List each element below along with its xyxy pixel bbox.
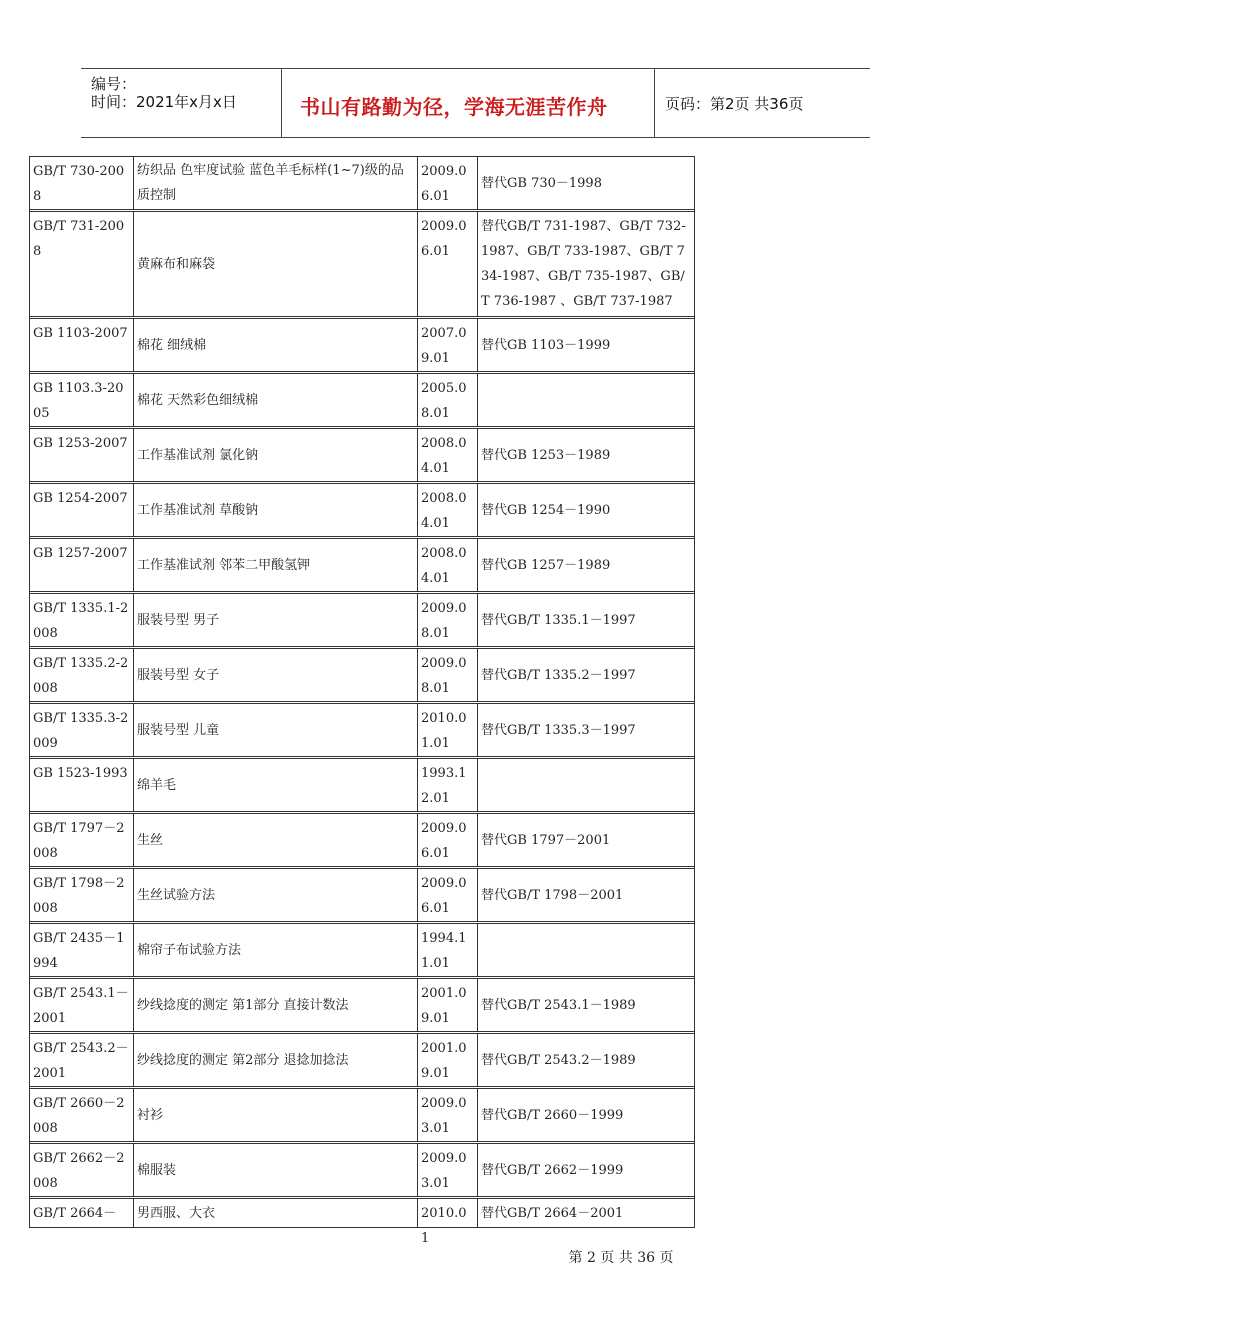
standards-table (29, 156, 695, 1246)
doc-id-label: 编号： (91, 75, 137, 93)
standard-code-cell-text: GB 1523-1993 (33, 766, 128, 781)
effective-date-cell-text: 2009.03.01 (421, 1096, 467, 1136)
standard-code-cell-text: GB/T 2543.1－2001 (33, 986, 129, 1026)
standard-code-cell-text: GB 1253-2007 (33, 436, 128, 451)
standard-name-cell-text: 工作基准试剂 邻苯二甲酸氢钾 (137, 557, 311, 573)
table-row (30, 814, 694, 869)
standard-code-cell-text: GB/T 1335.3-2009 (33, 711, 129, 751)
standard-code-cell (30, 979, 134, 1031)
standard-code-cell (30, 429, 134, 481)
table-row (30, 1199, 694, 1246)
standard-code-cell (30, 1144, 134, 1196)
replaces-cell (478, 649, 694, 701)
standard-name-cell (134, 319, 418, 371)
effective-date-cell-text: 2008.04.01 (421, 491, 467, 531)
table-row (30, 319, 694, 374)
effective-date-cell (418, 374, 478, 426)
table-row (30, 212, 694, 319)
table-row (30, 1089, 694, 1144)
replaces-cell (478, 539, 694, 591)
effective-date-cell (418, 704, 478, 756)
standard-code-cell (30, 1089, 134, 1141)
replaces-cell-text: 替代GB 1797－2001 (481, 832, 611, 848)
effective-date-cell (418, 429, 478, 481)
standard-code-cell (30, 157, 134, 209)
replaces-cell-text: 替代GB/T 2543.1－1989 (481, 997, 636, 1013)
table-row (30, 704, 694, 759)
table-row (30, 157, 694, 212)
effective-date-cell (418, 1034, 478, 1086)
standard-name-cell (134, 704, 418, 756)
standard-name-cell (134, 759, 418, 811)
standard-code-cell (30, 1034, 134, 1086)
standard-name-cell-text: 黄麻布和麻袋 (137, 256, 216, 272)
effective-date-cell (418, 484, 478, 536)
table-row (30, 484, 694, 539)
replaces-cell-text: 替代GB/T 2662－1999 (481, 1162, 624, 1178)
replaces-cell (478, 157, 694, 209)
effective-date-cell (418, 319, 478, 371)
replaces-cell-text: 替代GB/T 2543.2－1989 (481, 1052, 636, 1068)
standard-name-cell (134, 212, 418, 316)
standard-code-cell (30, 484, 134, 536)
standard-name-cell (134, 157, 418, 209)
effective-date-cell-text: 2009.03.01 (421, 1151, 467, 1191)
standard-name-cell-text: 绵羊毛 (137, 777, 177, 793)
effective-date-cell-text: 2008.04.01 (421, 436, 467, 476)
replaces-cell-text: 替代GB/T 2660－1999 (481, 1107, 624, 1123)
page-footer: 第 2 页 共 36 页 (568, 1250, 674, 1266)
replaces-cell-text: 替代GB/T 731-1987、GB/T 732-1987、GB/T 733-1987、GB/T 734-1987、GB/T 735-1987、GB/T 736-1987 、GB/T 737-1987 (481, 219, 686, 309)
standard-name-cell-text: 棉帘子布试验方法 (137, 942, 242, 958)
effective-date-cell (418, 1199, 478, 1246)
standard-code-cell-text: GB/T 1335.2-2008 (33, 656, 129, 696)
replaces-cell (478, 704, 694, 756)
standard-code-cell (30, 924, 134, 976)
replaces-cell-text: 替代GB/T 1335.3－1997 (481, 722, 636, 738)
standard-name-cell-text: 纺织品 色牢度试验 蓝色羊毛标样(1~7)级的品质控制 (137, 163, 404, 203)
standard-code-cell-text: GB/T 731-2008 (33, 219, 125, 259)
effective-date-cell-text: 2010.01.01 (421, 711, 467, 751)
standard-name-cell-text: 生丝 (137, 832, 164, 848)
effective-date-cell (418, 157, 478, 209)
standard-code-cell-text: GB 1254-2007 (33, 491, 128, 506)
standard-name-cell-text: 工作基准试剂 草酸钠 (137, 502, 259, 518)
standard-code-cell (30, 814, 134, 866)
standard-name-cell (134, 374, 418, 426)
standard-code-cell-text: GB/T 2435－1994 (33, 931, 125, 971)
standard-name-cell (134, 649, 418, 701)
standard-code-cell-text: GB/T 2543.2－2001 (33, 1041, 129, 1081)
effective-date-cell-text: 2009.06.01 (421, 876, 467, 916)
effective-date-cell-text: 2005.08.01 (421, 381, 467, 421)
standard-code-cell (30, 759, 134, 811)
effective-date-cell-text: 2009.08.01 (421, 601, 467, 641)
effective-date-cell-text: 2001.09.01 (421, 1041, 467, 1081)
standard-name-cell (134, 1034, 418, 1086)
effective-date-cell (418, 814, 478, 866)
effective-date-cell (418, 979, 478, 1031)
effective-date-cell (418, 539, 478, 591)
table-row (30, 429, 694, 484)
standard-code-cell-text: GB/T 2664－ (33, 1206, 117, 1221)
replaces-cell (478, 869, 694, 921)
replaces-cell (478, 814, 694, 866)
table-row (30, 539, 694, 594)
effective-date-cell (418, 924, 478, 976)
replaces-cell (478, 1199, 694, 1227)
replaces-cell-text: 替代GB/T 2664－2001 (481, 1205, 624, 1221)
effective-date-cell (418, 1089, 478, 1141)
replaces-cell-text: 替代GB 1103－1999 (481, 337, 611, 353)
replaces-cell (478, 594, 694, 646)
replaces-cell (478, 1089, 694, 1141)
effective-date-cell-text: 2001.09.01 (421, 986, 467, 1026)
table-row (30, 594, 694, 649)
replaces-cell (478, 924, 694, 976)
standard-code-cell-text: GB/T 730-2008 (33, 164, 125, 204)
standard-name-cell-text: 服装号型 儿童 (137, 722, 220, 738)
standard-code-cell (30, 1199, 134, 1227)
standard-name-cell (134, 979, 418, 1031)
effective-date-cell-text: 2009.06.01 (421, 219, 467, 259)
standard-code-cell (30, 869, 134, 921)
replaces-cell-text: 替代GB 1257－1989 (481, 557, 611, 573)
standard-code-cell-text: GB/T 1797－2008 (33, 821, 125, 861)
effective-date-cell-text: 1994.11.01 (421, 931, 467, 971)
standard-name-cell-text: 服装号型 女子 (137, 667, 220, 683)
standard-name-cell-text: 纱线捻度的测定 第2部分 退捻加捻法 (137, 1052, 349, 1068)
standard-name-cell-text: 棉花 天然彩色细绒棉 (137, 392, 259, 408)
standard-name-cell-text: 生丝试验方法 (137, 887, 216, 903)
standard-name-cell (134, 1199, 418, 1227)
table-row (30, 979, 694, 1034)
standard-code-cell-text: GB/T 1798－2008 (33, 876, 125, 916)
effective-date-cell (418, 594, 478, 646)
header-motto-cell (282, 69, 654, 137)
table-row (30, 649, 694, 704)
table-row (30, 759, 694, 814)
table-row (30, 869, 694, 924)
standard-name-cell (134, 869, 418, 921)
standard-name-cell-text: 服装号型 男子 (137, 612, 220, 628)
standard-code-cell (30, 319, 134, 371)
standard-code-cell (30, 704, 134, 756)
standard-name-cell-text: 工作基准试剂 氯化钠 (137, 447, 259, 463)
header-page-cell (654, 69, 871, 137)
effective-date-cell (418, 1144, 478, 1196)
replaces-cell-text: 替代GB/T 1798－2001 (481, 887, 624, 903)
replaces-cell (478, 429, 694, 481)
standard-name-cell-text: 衬衫 (137, 1107, 164, 1123)
page-number-label: 页码：第2页 共36页 (665, 95, 804, 113)
replaces-cell-text: 替代GB 1254－1990 (481, 502, 611, 518)
standard-name-cell (134, 1144, 418, 1196)
header-meta-cell (81, 69, 282, 137)
replaces-cell-text: 替代GB/T 1335.1－1997 (481, 612, 636, 628)
replaces-cell (478, 374, 694, 426)
replaces-cell (478, 484, 694, 536)
replaces-cell (478, 759, 694, 811)
effective-date-cell-text: 1993.12.01 (421, 766, 467, 806)
standard-code-cell (30, 594, 134, 646)
standard-name-cell (134, 1089, 418, 1141)
table-row (30, 374, 694, 429)
standard-name-cell-text: 棉服装 (137, 1162, 177, 1178)
standard-name-cell (134, 814, 418, 866)
effective-date-cell-text: 2009.06.01 (421, 164, 467, 204)
effective-date-cell (418, 649, 478, 701)
replaces-cell (478, 212, 694, 316)
effective-date-cell (418, 759, 478, 811)
standard-code-cell (30, 212, 134, 316)
standard-code-cell-text: GB 1103.3-2005 (33, 381, 124, 421)
effective-date-cell (418, 212, 478, 316)
standard-code-cell (30, 374, 134, 426)
table-row (30, 1034, 694, 1089)
page-header (81, 68, 870, 138)
doc-date-label: 时间：2021年x月x日 (91, 93, 237, 111)
standard-name-cell-text: 纱线捻度的测定 第1部分 直接计数法 (137, 997, 349, 1013)
replaces-cell-text: 替代GB 730－1998 (481, 175, 602, 191)
standard-name-cell (134, 924, 418, 976)
replaces-cell (478, 1034, 694, 1086)
motto-text: 书山有路勤为径，学海无涯苦作舟 (300, 95, 608, 119)
table-row (30, 924, 694, 979)
effective-date-cell-text: 2009.08.01 (421, 656, 467, 696)
standard-name-cell (134, 429, 418, 481)
replaces-cell-text: 替代GB/T 1335.2－1997 (481, 667, 636, 683)
replaces-cell-text: 替代GB 1253－1989 (481, 447, 611, 463)
effective-date-cell (418, 869, 478, 921)
replaces-cell (478, 319, 694, 371)
standard-name-cell (134, 539, 418, 591)
replaces-cell (478, 979, 694, 1031)
standard-name-cell (134, 594, 418, 646)
standard-code-cell-text: GB/T 2662－2008 (33, 1151, 125, 1191)
effective-date-cell-text: 2007.09.01 (421, 326, 467, 366)
replaces-cell (478, 1144, 694, 1196)
effective-date-cell-text: 2009.06.01 (421, 821, 467, 861)
standard-code-cell-text: GB 1257-2007 (33, 546, 128, 561)
standard-code-cell-text: GB/T 1335.1-2008 (33, 601, 129, 641)
standard-code-cell (30, 539, 134, 591)
standard-name-cell-text: 棉花 细绒棉 (137, 337, 207, 353)
table-row (30, 1144, 694, 1199)
effective-date-cell-text: 2010.01 (421, 1206, 467, 1246)
standard-name-cell (134, 484, 418, 536)
standard-code-cell-text: GB 1103-2007 (33, 326, 128, 341)
effective-date-cell-text: 2008.04.01 (421, 546, 467, 586)
standard-code-cell (30, 649, 134, 701)
standard-code-cell-text: GB/T 2660－2008 (33, 1096, 125, 1136)
standard-name-cell-text: 男西服、大衣 (137, 1205, 216, 1221)
